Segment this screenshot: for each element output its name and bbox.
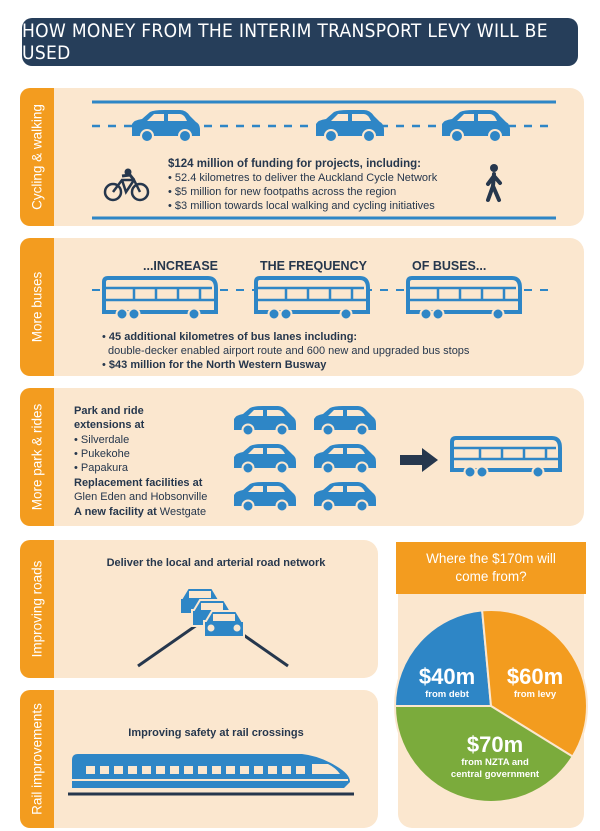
bus-bullet-1-bold: 45 additional kilometres of bus lanes including: <box>108 331 358 343</box>
parkride-new-bold: A new facility at <box>74 506 157 518</box>
bus-caption-2: THE FREQUENCY <box>260 259 367 273</box>
section-label: Cycling & walking <box>29 104 45 210</box>
bus-bullet-1-rest: double-decker enabled airport route and 600 new and upgraded bus stops <box>108 345 470 357</box>
parkride-replacement-bold: Replacement facilities at <box>74 477 203 489</box>
parkride-location-text: Silverdale <box>80 434 130 446</box>
cycling-bullet-text: $5 million for new footpaths across the region <box>174 186 397 198</box>
bus-caption-1: ...INCREASE <box>143 259 219 273</box>
parkride-location-text: Papakura <box>80 462 129 474</box>
section-label: More park & rides <box>29 403 45 511</box>
page-title: HOW MONEY FROM THE INTERIM TRANSPORT LEVY WILL BE USED <box>22 18 578 66</box>
pie-amount-label: $60m <box>506 664 564 689</box>
roads-caption: Deliver the local and arterial road network <box>106 557 326 569</box>
parkride-location: • Papakura <box>74 462 129 474</box>
cycling-bullet: • $5 million for new footpaths across the region <box>168 186 397 198</box>
parkride-heading-2: extensions at <box>74 419 145 431</box>
parkride-location-text: Pukekohe <box>80 448 130 460</box>
pie-source-label: from NZTA and <box>461 757 529 768</box>
section-label: More buses <box>29 271 45 343</box>
bus-caption-3: OF BUSES... <box>412 259 487 273</box>
bus-bullet-1: • 45 additional kilometres of bus lanes including: <box>102 331 358 343</box>
pie-source-label: from levy <box>513 689 557 700</box>
pie-source-label: central government <box>450 769 540 780</box>
parkride-heading-1: Park and ride <box>74 405 144 417</box>
parkride-new-rest: Westgate <box>159 506 207 518</box>
funding-title-line2: come from? <box>455 569 527 585</box>
cycling-bullet-text: $3 million towards local walking and cycling initiatives <box>174 200 435 212</box>
pie-amount-label: $70m <box>466 732 524 757</box>
pie-source-label: from debt <box>425 689 469 700</box>
pie-amount-label: $40m <box>418 664 476 689</box>
parkride-location: • Pukekohe <box>74 448 130 460</box>
bus-bullet-2: • $43 million for the North Western Busway <box>102 359 327 371</box>
cycling-bullet-text: 52.4 kilometres to deliver the Auckland Cycle Network <box>174 172 438 184</box>
cycling-bullet: • $3 million towards local walking and cycling initiatives <box>168 200 435 212</box>
parkride-replacement-rest: Glen Eden and Hobsonville <box>74 491 208 503</box>
bus-bullet-2-bold: $43 million for the North Western Busway <box>108 359 327 371</box>
rail-caption: Improving safety at rail crossings <box>128 727 304 739</box>
cycling-bullet: • 52.4 kilometres to deliver the Auckland Cycle Network <box>168 172 438 184</box>
funding-title-line1: Where the $170m will <box>426 551 556 566</box>
cycling-headline: $124 million of funding for projects, including: <box>168 158 422 170</box>
parkride-location: • Silverdale <box>74 434 130 446</box>
section-label: Rail improvements <box>29 703 45 815</box>
section-label: Improving roads <box>29 560 45 658</box>
